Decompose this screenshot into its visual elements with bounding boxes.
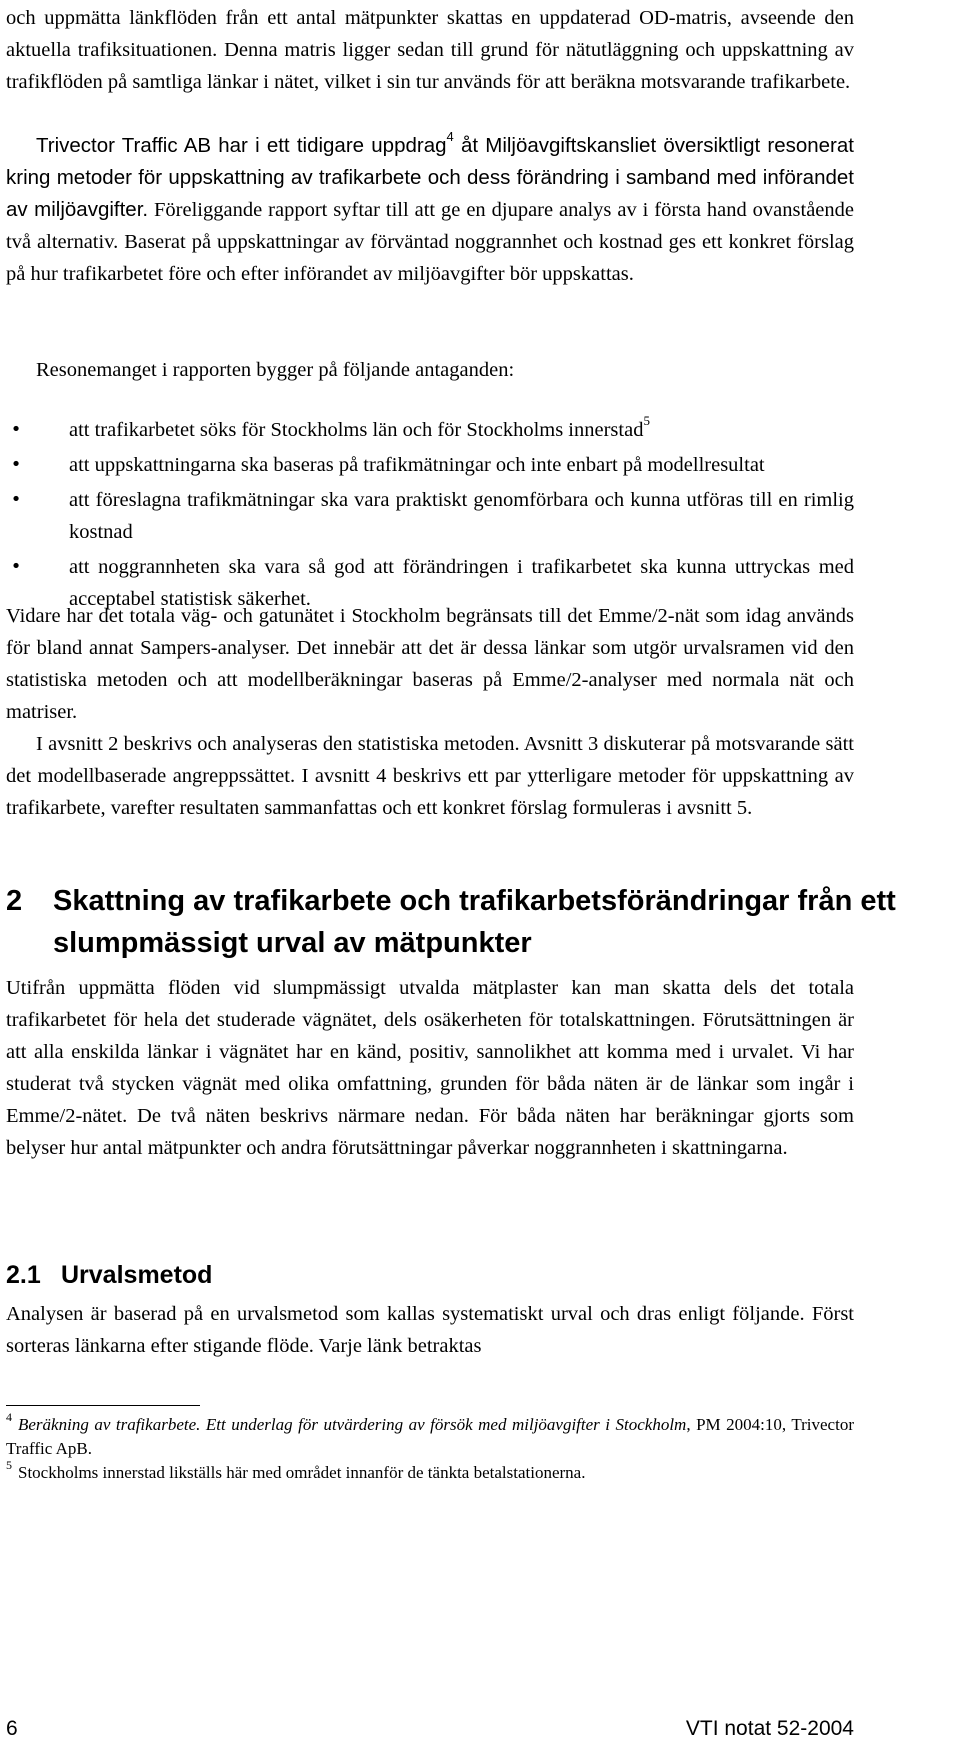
- intro-paragraph-1: [6, 2, 854, 98]
- list-item-text: att trafikarbetet söks för Stockholms län och för Stockholms innerstad: [69, 419, 644, 441]
- subsection-title: Urvalsmetod: [61, 1261, 213, 1289]
- footnote-divider: [6, 1405, 200, 1406]
- section-2-body: [6, 972, 854, 1164]
- bullet-dot-icon: •: [10, 556, 22, 577]
- intro-paragraph-1-text: och uppmätta länkflöden från ett antal mätpunkter skattas en uppdaterad OD-matris, avseende den aktuella trafiksituationen. Denna matris ligger sedan till grund för nätutläggning och uppskattning av trafikflöden på samtliga länkar i nätet, vilket i sin tur används för att beräkna motsvarande trafikarbete.: [6, 7, 854, 93]
- section-2-body-text: Utifrån uppmätta flöden vid slumpmässigt utvalda mätplaster kan man skatta dels det totala trafikarbetet för hela det studerade vägnätet, dels osäkerheten för totalskattningen. Förutsättningen är att alla enskilda länkar i vägnätet har en känd, positiv, sannolikhet att komma med i urvalet. Vi har studerat två stycken vägnät med olika omfattning, grunden för båda näten är de länkar som ingår i Emme/2-nätet. De två näten beskrivs närmare nedan. För båda näten har beräkningar gjorts som belyser hur antal mätpunkter och andra förutsättningar påverkar noggrannheten i skattningarna.: [6, 977, 854, 1159]
- footnote-number: 5: [6, 1458, 12, 1473]
- footnotes: [6, 1410, 854, 1485]
- section-2-1-heading: [6, 1258, 854, 1292]
- intro-paragraph-2-rest: Föreliggande rapport syftar till att ge en djupare analys av i första hand ovanstående två alternativ. Baserat på uppskattningar av förväntad noggrannhet och kostnad ges ett konkret förslag på hur trafikarbetet före och efter införandet av miljöavgifter bör uppskattas.: [6, 199, 854, 285]
- list-item-text: att noggrannheten ska vara så god att förändringen i trafikarbetet ska kunna uttryckas med acceptabel statistisk säkerhet.: [69, 556, 854, 610]
- footnote-4: [6, 1410, 854, 1461]
- intro-paragraph-2-cont: åt Miljöavgiftskansliet översiktligt resonerat kring metoder för uppskattning av trafikarbete och dess förändring i samband med införandet av miljöavgifter.: [6, 134, 854, 221]
- footnote-ref-5[interactable]: 5: [643, 413, 650, 429]
- section-2-heading: [6, 880, 901, 964]
- list-item: [6, 484, 854, 548]
- intro-paragraph-2: [6, 130, 854, 290]
- assumptions-list: [6, 414, 854, 618]
- section-title: Skattning av trafikarbete och trafikarbetsförändringar från ett slumpmässigt urval av mätpunkter: [53, 885, 896, 959]
- footnote-number: 4: [6, 1410, 12, 1425]
- footnote-title: Beräkning av trafikarbete. Ett underlag för utvärdering av försök med miljöavgifter i Stockholm: [18, 1415, 687, 1434]
- outline-paragraph-text: I avsnitt 2 beskrivs och analyseras den statistiska metoden. Avsnitt 3 diskuterar på motsvarande sätt det modellbaserade angreppssättet. I avsnitt 4 beskrivs ett par ytterligare metoder för uppskattning av trafikarbete, varefter resultaten sammanfattas och ett konkret förslag formuleras i avsnitt 5.: [6, 733, 854, 819]
- intro-paragraph-3-text: Resonemanget i rapporten bygger på följande antaganden:: [36, 359, 515, 381]
- footnote-5: [6, 1458, 854, 1485]
- bullet-dot-icon: •: [10, 489, 22, 510]
- subsection-number: 2.1: [6, 1261, 41, 1289]
- section-2-1-body-text: Analysen är baserad på en urvalsmetod som kallas systematiskt urval och dras enligt följande. Först sorteras länkarna efter stigande flöde. Varje länk betraktas: [6, 1303, 854, 1357]
- list-item-text: att uppskattningarna ska baseras på trafikmätningar och inte enbart på modellresultat: [69, 454, 765, 476]
- page-footer: [6, 1712, 854, 1746]
- bullet-dot-icon: •: [10, 419, 22, 440]
- footnote-text: , PM 2004:10, Trivector Traffic ApB.: [6, 1415, 854, 1458]
- bullet-dot-icon: •: [10, 454, 22, 475]
- section-2-1-body: [6, 1298, 854, 1362]
- list-item-text: att föreslagna trafikmätningar ska vara praktiskt genomförbara och kunna utföras till en rimlig kostnad: [69, 489, 854, 543]
- footnote-ref-4[interactable]: 4: [446, 129, 454, 145]
- list-item: [6, 414, 854, 446]
- intro-paragraph-2-text: Trivector Traffic AB har i ett tidigare uppdrag: [36, 134, 447, 157]
- outline-paragraph: [6, 728, 854, 824]
- footnote-text: Stockholms innerstad likställs här med området innanför de tänkta betalstationerna.: [18, 1463, 586, 1482]
- scope-paragraph: [6, 600, 854, 728]
- list-item: [6, 449, 854, 481]
- intro-paragraph-3: [6, 354, 854, 386]
- report-id: VTI notat 52-2004: [685, 1717, 854, 1740]
- section-number: 2: [6, 885, 23, 917]
- scope-paragraph-text: Vidare har det totala väg- och gatunätet i Stockholm begränsats till det Emme/2-nät som idag används för bland annat Sampers-analyser. Det innebär att det är dessa länkar som utgör urvalsramen vid den statistiska metoden och att modellberäkningar baseras på Emme/2-analyser med normala nät och matriser.: [6, 605, 854, 723]
- page-number: 6: [6, 1717, 18, 1740]
